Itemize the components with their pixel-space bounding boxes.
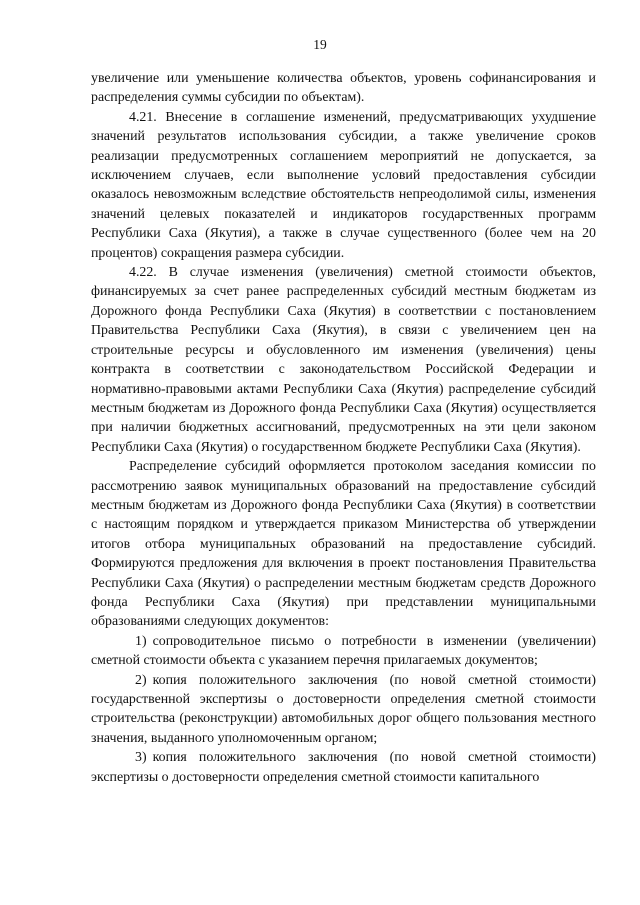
- list-item: [91, 671, 596, 749]
- list-item-text: сопроводительное письмо о потребности в изменении (увеличении) сметной стоимости объекта с указанием перечня прилагаемых документов;: [91, 633, 596, 669]
- list-item: [91, 748, 596, 787]
- document-body: [91, 69, 596, 787]
- paragraph-4-21: 4.21. Внесение в соглашение изменений, предусматривающих ухудшение значений результатов использования субсидии, а также увеличение сроков реализации предусмотренных соглашением мероприятий не допускается, за исключением случаев, если выполнение условий предоставления субсидии оказалось невозможным вследствие обстоятельств непреодолимой силы, изменения значений целевых показателей и индикаторов государственных программ Республики Саха (Якутия), а также в случае существенного (более чем на 20 процентов) сокращения размера субсидии.: [91, 109, 596, 261]
- list-item-number: 3): [135, 750, 147, 766]
- list-item-number: 1): [135, 633, 147, 649]
- list-item-text: копия положительного заключения (по новой сметной стоимости) экспертизы о достоверности определения сметной стоимости капитального: [91, 750, 596, 785]
- paragraph-distribution: Распределение субсидий оформляется протоколом заседания комиссии по рассмотрению заявок муниципальных образований на предоставление субсидий местным бюджетам из Дорожного фонда Республики Саха (Якутия) в соответствии с настоящим порядком и утверждается приказом Министерства об утверждении итогов отбора муниципальных образований на предоставление субсидий. Формируются предложения для включения в проект постановления Правительства Республики Саха (Якутия) о распределении местным бюджетам средств Дорожного фонда Республики Саха (Якутия) при представлении муниципальными образованиями следующих документов:: [91, 459, 596, 630]
- list-item: [91, 632, 596, 671]
- page-number: 19: [313, 37, 327, 52]
- paragraph-continuation: увеличение или уменьшение количества объектов, уровень софинансирования и распределения суммы субсидии по объектам).: [91, 71, 596, 106]
- paragraph-4-22: 4.22. В случае изменения (увеличения) сметной стоимости объектов, финансируемых за счет ранее распределенных субсидий местным бюджетам из Дорожного фонда Республики Саха (Якутия) в соответствии с постановлением Правительства Республики Саха (Якутия), в связи с увеличением цен на строительные ресурсы и обусловленного им изменения (увеличения) цены контракта в соответствии с законодательством Российской Федерации и нормативно-правовыми актами Республики Саха (Якутия) распределение субсидий местным бюджетам из Дорожного фонда Республики Саха (Якутия) осуществляется при наличии бюджетных ассигнований, предусмотренных на эти цели законом Республики Саха (Якутия) о государственном бюджете Республики Саха (Якутия).: [91, 265, 596, 455]
- list-item-text: копия положительного заключения (по новой сметной стоимости) государственной экспертизы о достоверности определения сметной стоимости строительства (реконструкции) автомобильных дорог общего пользования местного значения, выданного уполномоченным органом;: [91, 672, 596, 746]
- list-item-number: 2): [135, 672, 147, 688]
